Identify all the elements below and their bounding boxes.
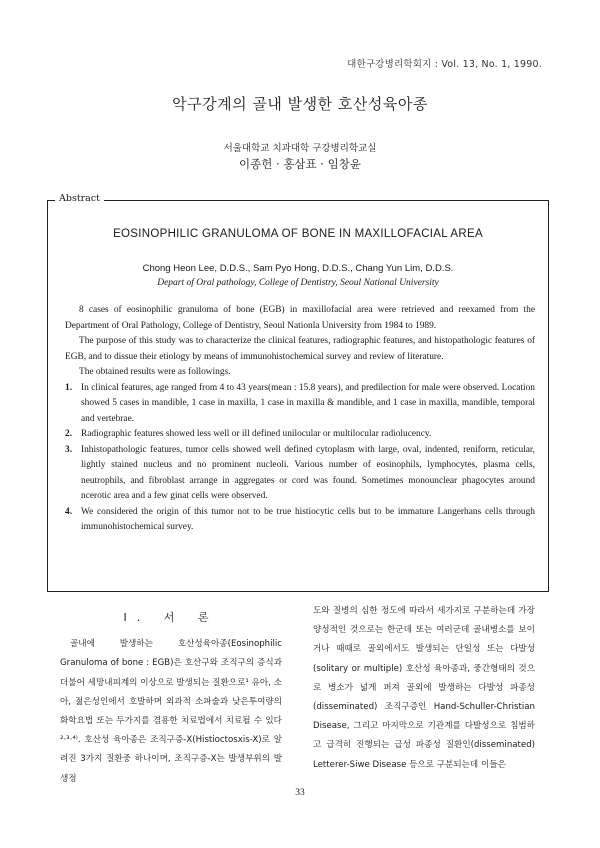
abstract-label: Abstract: [55, 193, 104, 204]
results-item: [65, 443, 535, 505]
results-item: [65, 505, 535, 536]
journal-header: 대한구강병리학회지 : Vol. 13, No. 1, 1990.: [347, 59, 542, 70]
results-list: [65, 381, 535, 536]
item-text: We considered the origin of this tumor not to be true histiocytic cells but to be immature Langerhans cells through immunohistochemical survey.: [81, 506, 535, 532]
paper-title-korean: 악구강계의 골내 발생한 호산성육아종: [172, 95, 428, 113]
item-text: In clinical features, age ranged from 4 to 43 years(mean : 15.8 years), and predilection for male were observed. Location showed 5 cases in mandible, 1 case in maxilla, 1 case in maxilla & mandible, and 1 case in maxilla, mandible, temporal and vertebrae.: [81, 382, 535, 424]
department-english: Depart of Oral pathology, College of Dentistry, Seoul National University: [157, 278, 439, 288]
abstract-paragraph: The purpose of this study was to characterize the clinical features, radiographic features, and histopathologic features of EGB, and to dissue their etiology by means of immunohistochemical survey and review of literature.: [65, 336, 535, 362]
section-heading: Ⅰ. 서 론: [123, 611, 219, 624]
authors-korean: 이종헌 · 홍삼표 · 임창윤: [239, 157, 361, 171]
affiliation-korean: 서울대학교 치과대학 구강병리학교실: [223, 143, 377, 154]
results-item: [65, 427, 535, 443]
right-column: [313, 602, 535, 775]
page-number: 33: [295, 788, 305, 798]
abstract-paragraph: The obtained results were as followings.: [79, 367, 231, 377]
item-number: 2.: [65, 429, 73, 439]
results-item: [65, 381, 535, 428]
abstract-body: [65, 303, 535, 536]
item-number: 3.: [65, 444, 73, 455]
item-text: Radiographic features showed less well or ill defined unilocular or multilocular radiolucency.: [81, 429, 432, 439]
item-number: 4.: [65, 506, 73, 517]
paper-title-english: EOSINOPHILIC GRANULOMA OF BONE IN MAXILLOFACIAL AREA: [113, 228, 483, 240]
body-paragraph: 도와 질병의 심한 정도에 따라서 세가지로 구분하는데 가장 양성적인 것으로는 한군데 또는 여러군데 골내병소를 보이거나 때때로 골외에서도 발생되는 단일성 또는 다발성(solitary or multiple) 호산성 육아종과, 중간형태의 것으로 병소가 넓게 퍼져 골외에 발생하는 다발성 파종성(disseminated) 조직구증인 Hand-Schuller-Christian Disease, 그리고 마지막으로 기관계를 다발성으로 침범하고 급격히 진행되는 급성 파종성 질환인(disseminated) Letterer-Siwe Disease 등으로 구분되는데 이들은: [313, 606, 535, 770]
item-text: Inhistopathologic features, tumor cells showed well defined cytoplasm with large, oval, indented, reniform, reticular, lightly stained nucleus and no prominent nucleoli. Various number of eosinophils, lymphocytes, plasma cells, neutrophils, and fibroblast arrange in aggregates or cord was found. Sometimes monounclear phagocytes around ncerotic area and a few ginat cells were observed.: [81, 444, 535, 501]
body-paragraph: 골내에 발생하는 호산성육아종(Eosinophilic Granuloma of bone : EGB)은 호산구와 조직구의 증식과 더불어 세망내피계의 이상으로 발생되는 질환으로¹ 유아, 소아, 젊은성인에서 호발하며 외과적 소파술과 낮은투여량의 화학요법 또는 두가지를 겸용한 치료법에서 치료될 수 있다²·³·⁴⁾. 호산성 육아종은 조직구증-X(Histioctosxis-X)로 알려진 3가지 질환중 하나이며, 조직구증-X는 발생부위의 발생정: [60, 639, 282, 784]
abstract-paragraph: 8 cases of eosinophilic granuloma of bone (EGB) in maxillofacial area were retrieved and reexamed from the Department of Oral Pathology, College of Dentistry, Seoul Nationla University from 1984 to 1989.: [65, 305, 535, 331]
item-number: 1.: [65, 382, 73, 393]
authors-english: Chong Heon Lee, D.D.S., Sam Pyo Hong, D.D.S., Chang Yun Lim, D.D.S.: [142, 263, 454, 274]
left-column: [60, 608, 282, 789]
